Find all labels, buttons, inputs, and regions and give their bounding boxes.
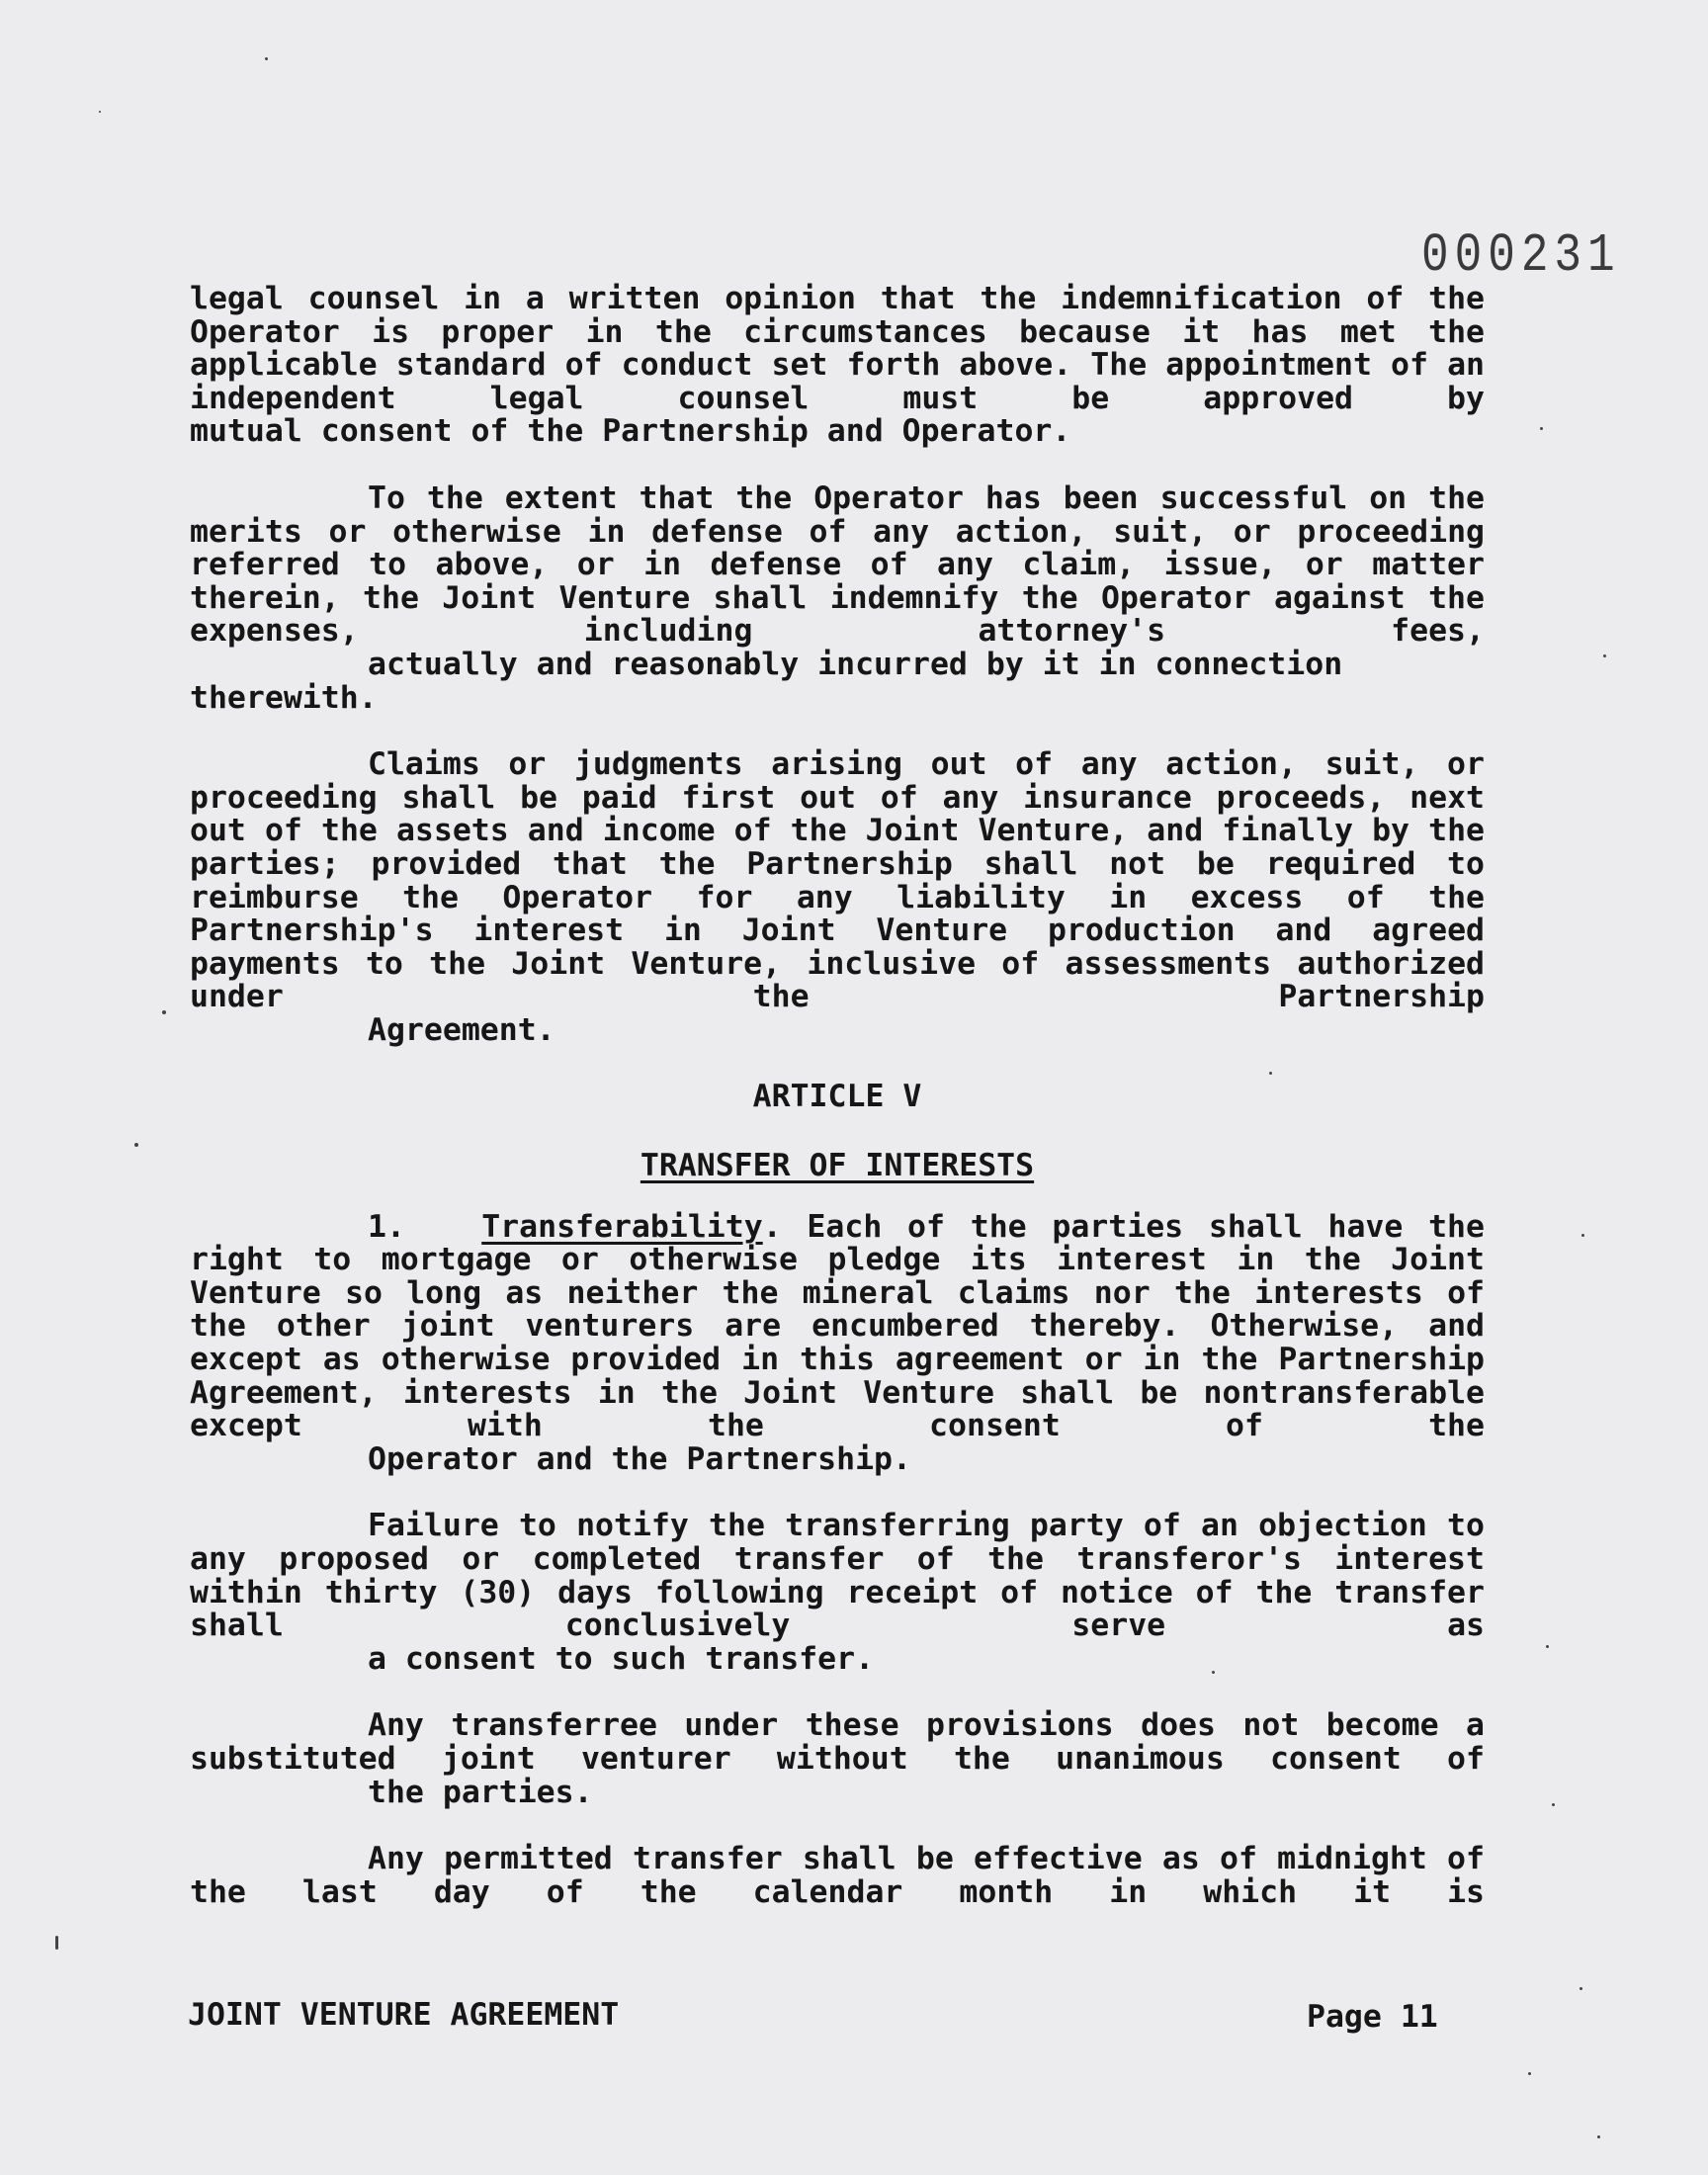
paragraph-text: legal counsel in a written opinion that the indemnification of the Operator is proper in the circumstances because it has met the applicable standard of conduct set forth above. The appointment of an independent legal counsel must be approved by — [190, 281, 1485, 416]
scan-speck — [55, 1936, 58, 1950]
scan-speck — [162, 1010, 166, 1014]
scan-speck — [265, 57, 268, 60]
paragraph-text: Failure to notify the transferring party of an objection to any proposed or completed transfer of the transferor's interest within thirty (30) days following receipt of notice of the transfer shall conclusively serve as — [190, 1508, 1485, 1644]
scan-speck — [99, 111, 101, 113]
section-number: 1. — [368, 1208, 405, 1245]
paragraph-claims-judgments — [190, 748, 1485, 1047]
bates-stamp-number: 000231 — [1421, 225, 1621, 287]
paragraph-last-line: the parties. — [368, 1774, 593, 1810]
footer-document-title: JOINT VENTURE AGREEMENT — [188, 1997, 620, 2033]
paragraph-last-line: Agreement. — [368, 1011, 555, 1048]
paragraph-indemnify-expenses — [190, 479, 1485, 716]
paragraph-permitted-transfer — [190, 1843, 1485, 1909]
section-title: TRANSFER OF INTERESTS — [640, 1148, 1035, 1184]
paragraph-text: Any permitted transfer shall be effective as of midnight of the last day of the calendar month in which it is — [190, 1841, 1485, 1910]
paragraph-indemnification-opinion — [190, 283, 1485, 449]
document-body — [190, 283, 1485, 1943]
scan-speck — [1581, 1234, 1584, 1237]
paragraph-failure-to-notify — [190, 1510, 1485, 1676]
paragraph-last-line: mutual consent of the Partnership and Operator. — [190, 413, 1071, 450]
scan-speck — [1597, 2135, 1600, 2138]
scan-speck — [1212, 1671, 1215, 1674]
section-heading-transferability: Transferability — [481, 1208, 763, 1245]
scan-speck — [1580, 1987, 1582, 1990]
paragraph-transferability — [190, 1208, 1485, 1477]
footer-page-number: Page 11 — [1307, 1999, 1438, 2035]
scan-speck — [1528, 2072, 1531, 2075]
scan-speck — [1540, 427, 1543, 430]
paragraph-text: Claims or judgments arising out of any action, suit, or proceeding shall be paid first out of any insurance proceeds, next out of the assets and income of the Joint Venture, and finally by the parties; provided that the Partnership shall not be required to reimburse the Operator for any liability in excess of the Partnership's interest in Joint Venture production and agreed payments to the Joint Venture, inclusive of assessments authorized under the Partnership — [190, 746, 1485, 1015]
paragraph-last-line: Operator and the Partnership. — [368, 1440, 911, 1477]
scan-speck — [134, 1143, 138, 1147]
scan-speck — [1552, 1803, 1555, 1806]
scan-speck — [1546, 1645, 1549, 1648]
paragraph-text: . Each of the parties shall have the right to mortgage or otherwise pledge its interest in the Joint Venture so long as neither the mineral claims nor the interests of the other joint venturers are encumbered thereby. Otherwise, and except as otherwise provided in this agreement or in the Partnership Agreement, interests in the Joint Venture shall be nontransferable except with the consent of the — [190, 1208, 1485, 1444]
paragraph-last-line: actually and reasonably incurred by it in connection therewith. — [190, 646, 1343, 716]
scan-speck — [1603, 654, 1606, 657]
article-heading: ARTICLE V — [752, 1079, 922, 1115]
paragraph-last-line: a consent to such transfer. — [368, 1640, 875, 1677]
scan-speck — [1269, 1072, 1272, 1075]
paragraph-transferree — [190, 1709, 1485, 1809]
paragraph-text: Any transferree under these provisions does not become a substituted joint venturer without the unanimous consent of — [190, 1707, 1485, 1777]
paragraph-text: To the extent that the Operator has been successful on the merits or otherwise in defense of any action, suit, or proceeding referred to above, or in defense of any claim, issue, or matter therein, the Joint Venture shall indemnify the Operator against the expenses, including attorney's fees, — [190, 479, 1485, 650]
